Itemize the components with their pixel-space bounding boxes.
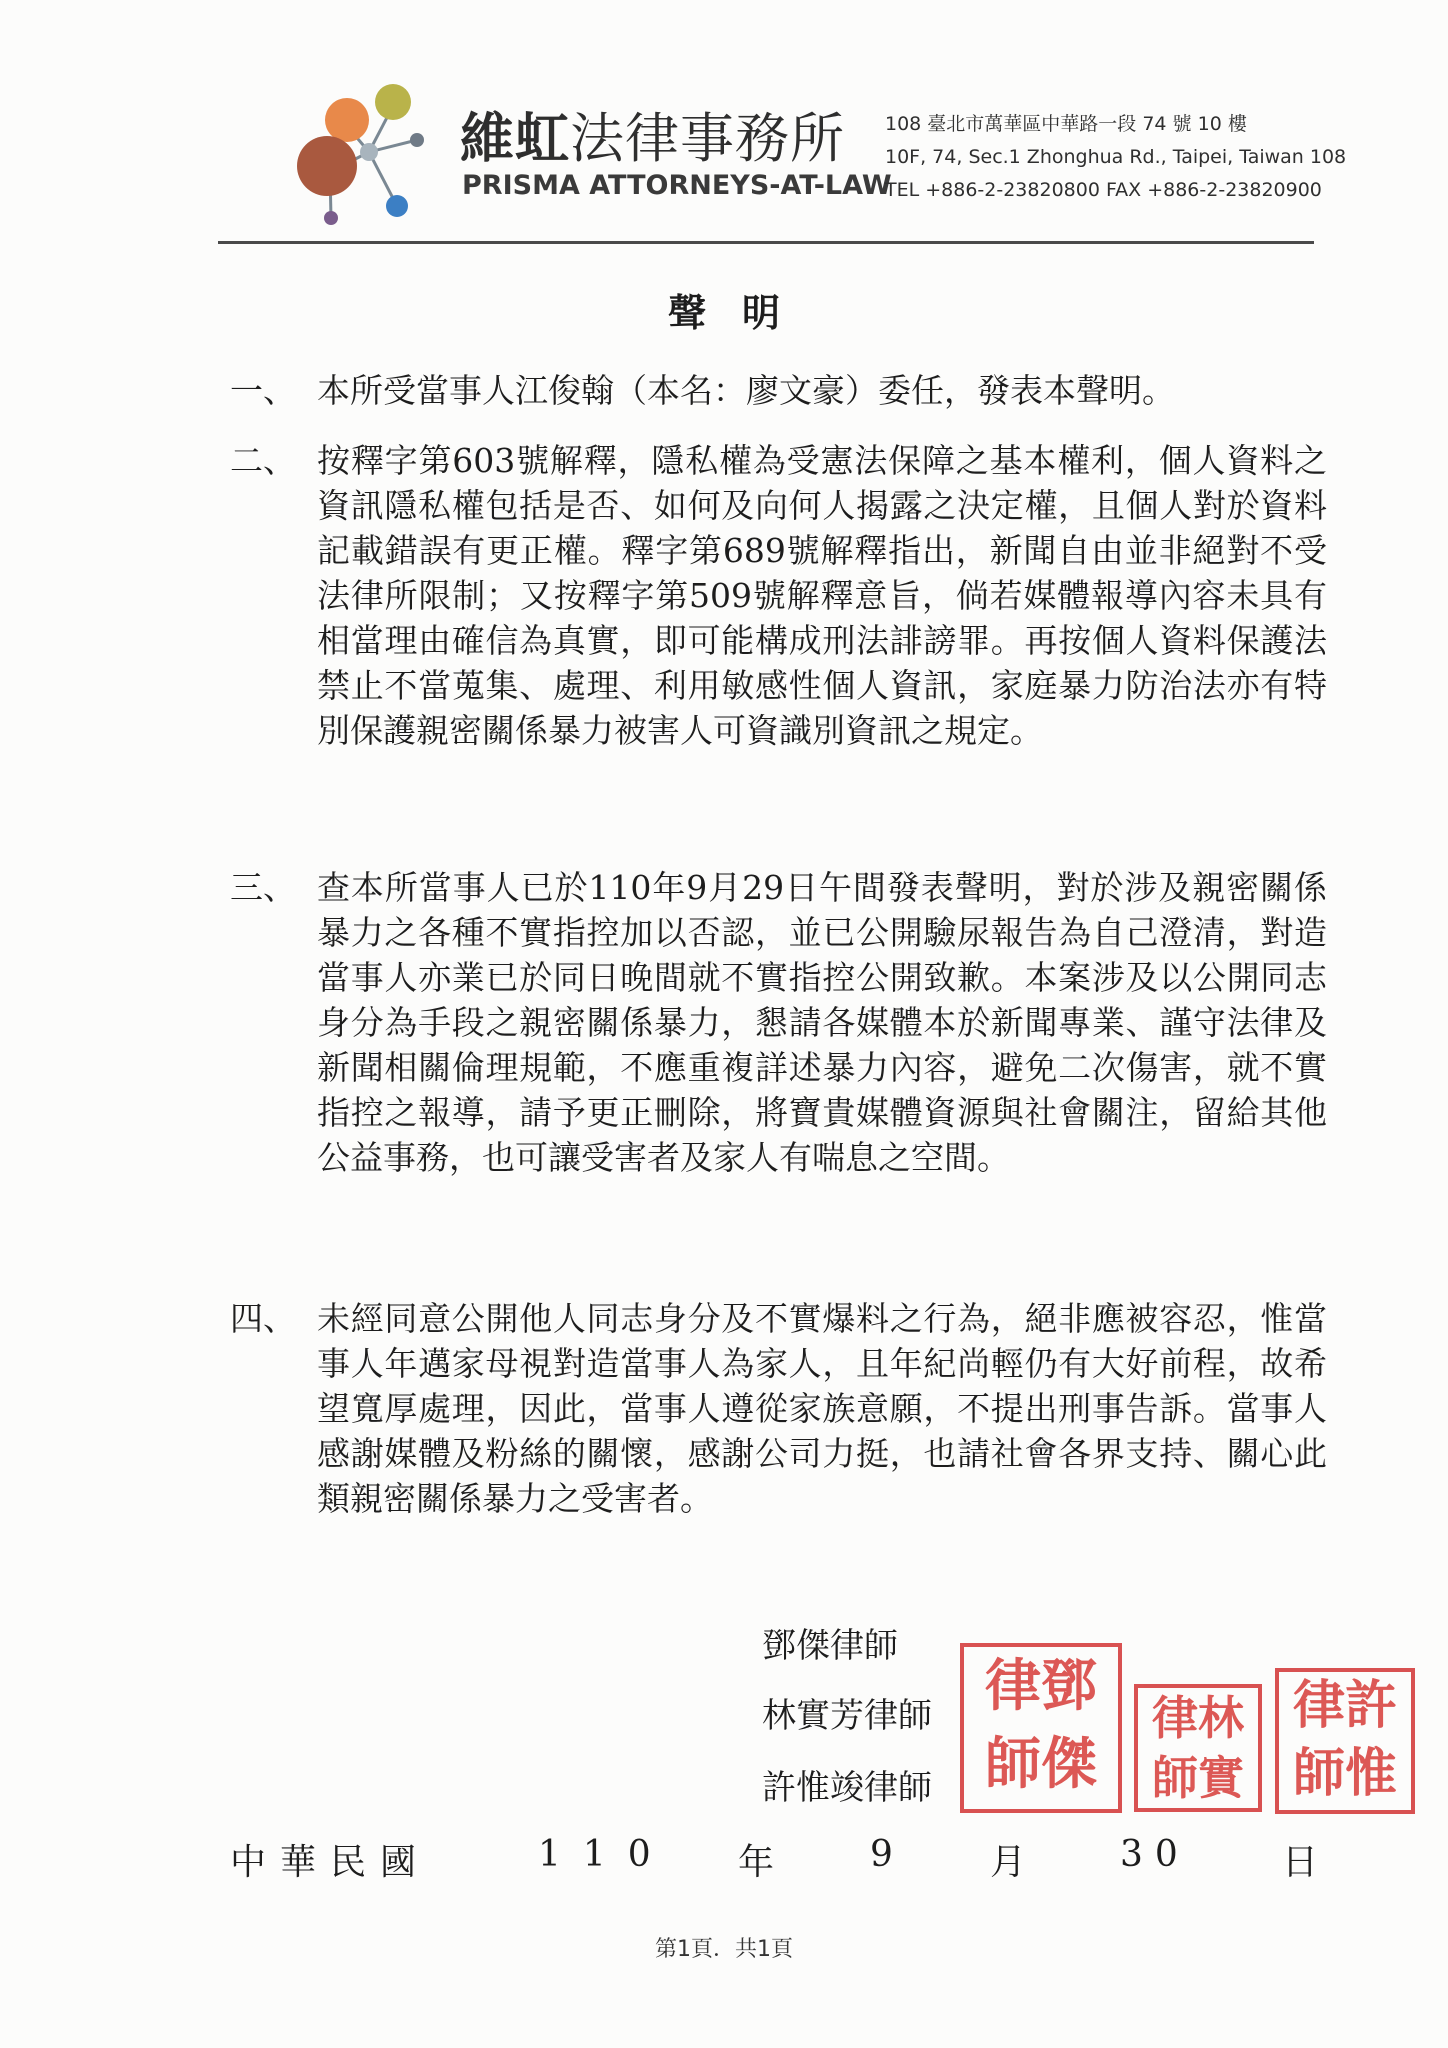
address-english: 10F, 74, Sec.1 Zhonghua Rd., Taipei, Taiwan 108 (885, 146, 1347, 168)
firm-name-english: PRISMA ATTORNEYS-AT-LAW (462, 170, 892, 201)
firm-name-bold: 維虹 (460, 107, 570, 170)
date-month: 9 (870, 1834, 893, 1875)
paragraph-text: 未經同意公開他人同志身分及不實爆料之行為，絕非應被容忍，惟當事人年邁家母視對造當事人為家人，且年紀尚輕仍有大好前程，故希望寬厚處理，因此，當事人遵從家族意願，不提出刑事告訴。當事人感謝媒體及粉絲的關懷，感謝公司力挺，也請社會各界支持、關心此類親密關係暴力之受害者。 (317, 1299, 1327, 1518)
phone-fax: TEL +886-2-23820800 FAX +886-2-23820900 (885, 179, 1322, 201)
paragraph-1 (230, 368, 1330, 413)
seal-stamp-hsu-icon: 律許 師惟 (1275, 1668, 1415, 1814)
paragraph-number: 四、 (230, 1299, 296, 1338)
date-era: 中華民國 (230, 1842, 431, 1883)
paragraph-number: 三、 (230, 868, 296, 907)
date-year: 110 (538, 1834, 673, 1875)
seal-stamp-lin-icon: 律林 師實 (1134, 1684, 1262, 1812)
firm-name (460, 96, 845, 173)
page-footer: 第1頁．共1頁 (655, 1937, 793, 1962)
signature-hsu: 許惟竣律師 (762, 1768, 932, 1808)
date-month-unit: 月 (990, 1842, 1027, 1883)
date-day: 30 (1120, 1834, 1190, 1875)
letterhead-divider (218, 241, 1314, 244)
paragraph-text: 查本所當事人已於110年9月29日午間發表聲明，對於涉及親密關係暴力之各種不實指控加以否認，並已公開驗尿報告為自己澄清，對造當事人亦業已於同日晚間就不實指控公開致歉。本案涉及以公開同志身分為手段之親密關係暴力，懇請各媒體本於新聞專業、謹守法律及新聞相關倫理規範，不應重複詳述暴力內容，避免二次傷害，就不實指控之報導，請予更正刪除，將寶貴媒體資源與社會關注，留給其他公益事務，也可讓受害者及家人有喘息之空間。 (317, 868, 1327, 1177)
signature-deng: 鄧傑律師 (762, 1626, 898, 1666)
date-year-unit: 年 (738, 1842, 775, 1883)
paragraph-4 (230, 1296, 1330, 1521)
document-title: 聲明 (667, 290, 816, 335)
paragraph-3 (230, 865, 1330, 1180)
signature-lin: 林實芳律師 (762, 1696, 932, 1736)
paragraph-text: 本所受當事人江俊翰（本名：廖文豪）委任，發表本聲明。 (317, 371, 1175, 410)
seal-stamp-deng-icon: 律鄧 師傑 (960, 1643, 1122, 1813)
paragraph-text: 按釋字第603號解釋，隱私權為受憲法保障之基本權利，個人資料之資訊隱私權包括是否、如何及向何人揭露之決定權，且個人對於資料記載錯誤有更正權。釋字第689號解釋指出，新聞自由並非絕對不受法律所限制；又按釋字第509號解釋意旨，倘若媒體報導內容未具有相當理由確信為真實，即可能構成刑法誹謗罪。再按個人資料保護法禁止不當蒐集、處理、利用敏感性個人資訊，家庭暴力防治法亦有特別保護親密關係暴力被害人可資識別資訊之規定。 (317, 441, 1327, 750)
firm-name-light: 法律事務所 (570, 107, 845, 170)
firm-logo-icon (285, 78, 435, 228)
paragraph-number: 二、 (230, 441, 296, 480)
address-chinese: 108 臺北市萬華區中華路一段 74 號 10 樓 (885, 113, 1247, 135)
date-day-unit: 日 (1282, 1842, 1319, 1883)
paragraph-number: 一、 (230, 371, 296, 410)
paragraph-2 (230, 438, 1330, 753)
firm-contact-block (885, 108, 1346, 207)
